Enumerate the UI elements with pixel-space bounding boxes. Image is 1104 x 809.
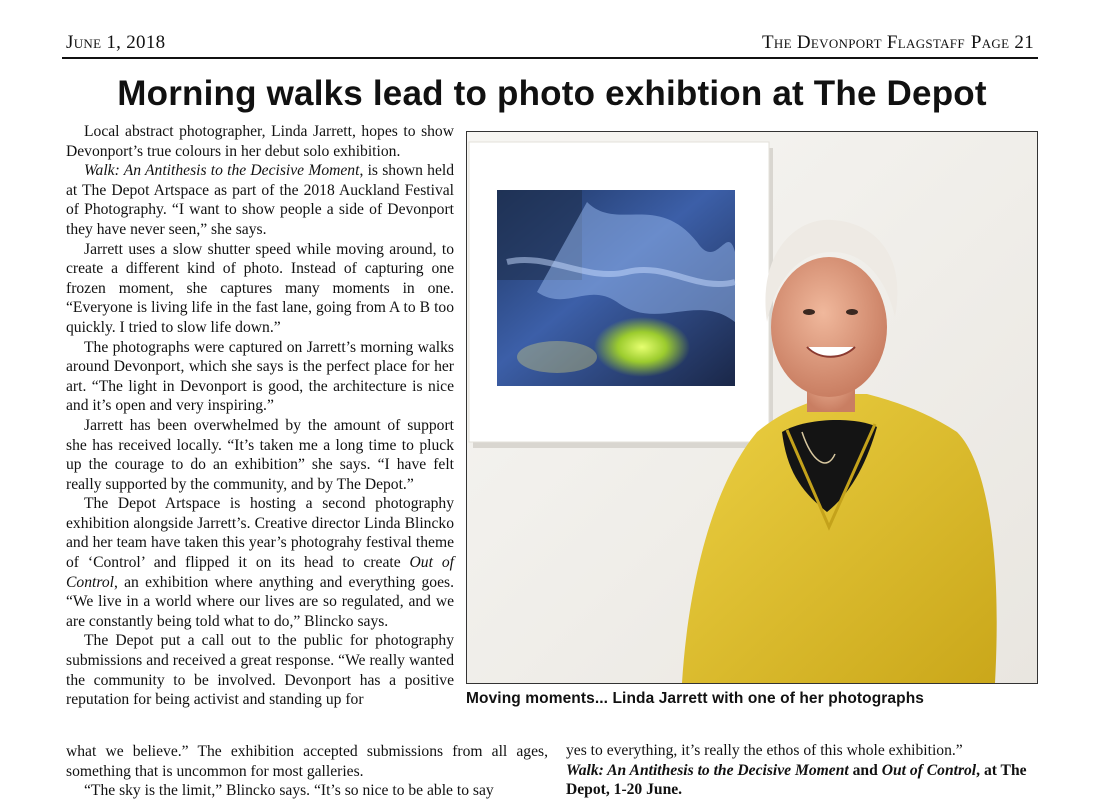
article-body-right-bottom: [566, 741, 1042, 800]
header-rule: [62, 57, 1038, 59]
article-headline: Morning walks lead to photo exhibtion at The Depot: [117, 74, 987, 113]
publication-name: The Devonport Flagstaff: [761, 32, 965, 53]
page-number: Page 21: [970, 32, 1034, 53]
exhibition-title-out-of-control: Out of Control: [66, 554, 454, 591]
paragraph-6: The Depot Artspace is hosting a second photography exhibition alongside Jarrett’s. Creative director Linda Blincko and her team have taken this year’s photograhy festival theme of ‘Control’ and flipped it on its head to create Out of Control, an exhibition where anything and everything goes. “We live in a world where our lives are so regulated, and we are constantly being told what to do,” Blincko says.: [66, 495, 454, 630]
exhibition-info: Walk: An Antithesis to the Decisive Moment and Out of Control, at The Depot, 1-20 June.: [566, 761, 1027, 799]
article-body-left-column: [66, 122, 454, 710]
paragraph-1: Local abstract photographer, Linda Jarrett, hopes to show Devonport’s true colours in her debut solo exhibition.: [66, 123, 454, 160]
issue-date: June 1, 2018: [66, 32, 166, 53]
photo-caption: Moving moments... Linda Jarrett with one of her photographs: [466, 690, 925, 707]
paragraph-3: Jarrett uses a slow shutter speed while moving around, to create a different kind of photo. Instead of capturing one frozen moment, she captures many moments in one. “Everyone is living life in the fast lane, going from A to B too quickly. I tried to slow life down.”: [66, 240, 454, 336]
paragraph-7: The Depot put a call out to the public for photography submissions and received a great response. “We really wanted the community to be involved. Devonport has a positive reputation for being activist and standing up for: [66, 632, 454, 709]
photo-illustration: [467, 132, 1037, 683]
page-header: [66, 32, 1034, 56]
exhibition-title-walk: Walk: An Antithesis to the Decisive Moment: [84, 162, 360, 180]
publication-info: [762, 32, 1034, 54]
article-body-bottom: [66, 742, 548, 801]
paragraph-5: Jarrett has been overwhelmed by the amount of support she has received locally. “It’s taken me a long time to pluck up the courage to do an exhibition” she says. “I have felt really supported by the community, and by The Depot.”: [66, 416, 454, 493]
face: [771, 257, 887, 397]
paragraph-4: The photographs were captured on Jarrett’s morning walks around Devonport, which she says is the perfect place for her art. “The light in Devonport is good, the architecture is nice and it’s open and very inspiring.”: [66, 338, 454, 415]
paragraph-8-continued: yes to everything, it’s really the ethos of this whole exhibition.”: [566, 742, 963, 759]
paragraph-7-continued: what we believe.” The exhibition accepted submissions from all ages, something that is uncommon for most galleries.: [66, 743, 548, 780]
paragraph-8: “The sky is the limit,” Blincko says. “It’s so nice to be able to say: [84, 782, 494, 800]
paragraph-2: Walk: An Antithesis to the Decisive Moment, is shown held at The Depot Artspace as part of the 2018 Auckland Festival of Photography. “I want to show people a side of Devonport they have never seen,” she says.: [66, 162, 455, 238]
article-photo: [466, 131, 1038, 684]
